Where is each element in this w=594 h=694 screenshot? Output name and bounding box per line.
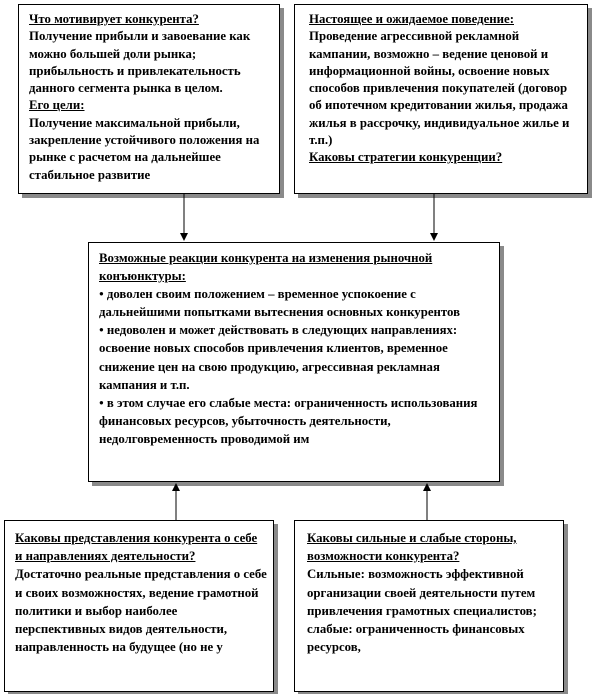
self-image-text: Достаточно реальные представления о себе и своих возможностях, ведение грамотной политики и выбор наиболее перспективных видов деятельности, направленность на будущее (но не у (15, 567, 267, 655)
motivation-box (18, 4, 280, 194)
reaction-item: ● доволен своим положением – временное успокоение с дальнейшими попытками вытеснения основных конкурентов (99, 285, 491, 321)
strategy-question: Каковы стратегии конкуренции? (309, 150, 503, 165)
goals-text: Получение максимальной прибыли, закрепление устойчивого положения на рынке с расчетом на дальнейшее стабильное развитие (29, 115, 260, 182)
behavior-box (294, 4, 588, 194)
motivation-text: Получение прибыли и завоевание как можно большей доли рынка; прибыльность и привлекательность данного сегмента рынка в целом. (29, 29, 251, 96)
strengths-box (294, 520, 564, 692)
self-image-box (4, 520, 274, 692)
strengths-heading: Каковы сильные и слабые стороны, возможности конкурента? (307, 531, 517, 564)
reactions-heading: Возможные реакции конкурента на изменения рыночной конъюнктуры: (99, 251, 433, 284)
self-image-heading: Каковы представления конкурента о себе и направлениях деятельности? (15, 531, 258, 564)
behavior-text: Проведение агрессивной рекламной кампании, возможно – ведение ценовой и информационной войны, освоение новых способов привлечения покупателей (договор об ипотечном кредитовании жилья, продажа жилья в рассрочку, индивидуальное жилье и т.п.) (309, 29, 570, 148)
reaction-item: ● в этом случае его слабые места: ограниченность использования финансовых ресурсов, убыточность деятельности, недолговременность проводимой им (99, 394, 491, 448)
reaction-item: ● недоволен и может действовать в следующих направлениях: освоение новых способов привлечения клиентов, временное снижение цен на свою продукцию, агрессивная рекламная кампания и т.п. (99, 321, 491, 393)
strengths-text: Сильные: возможность эффективной организации своей деятельности путем привлечения грамотных специалистов; (307, 567, 537, 618)
behavior-heading: Настоящее и ожидаемое поведение: (309, 12, 514, 26)
motivation-heading: Что мотивирует конкурента? (29, 12, 199, 26)
goals-heading: Его цели: (29, 98, 85, 113)
weaknesses-text: слабые: ограниченность финансовых ресурсов, (307, 622, 525, 655)
reactions-box (88, 242, 500, 482)
